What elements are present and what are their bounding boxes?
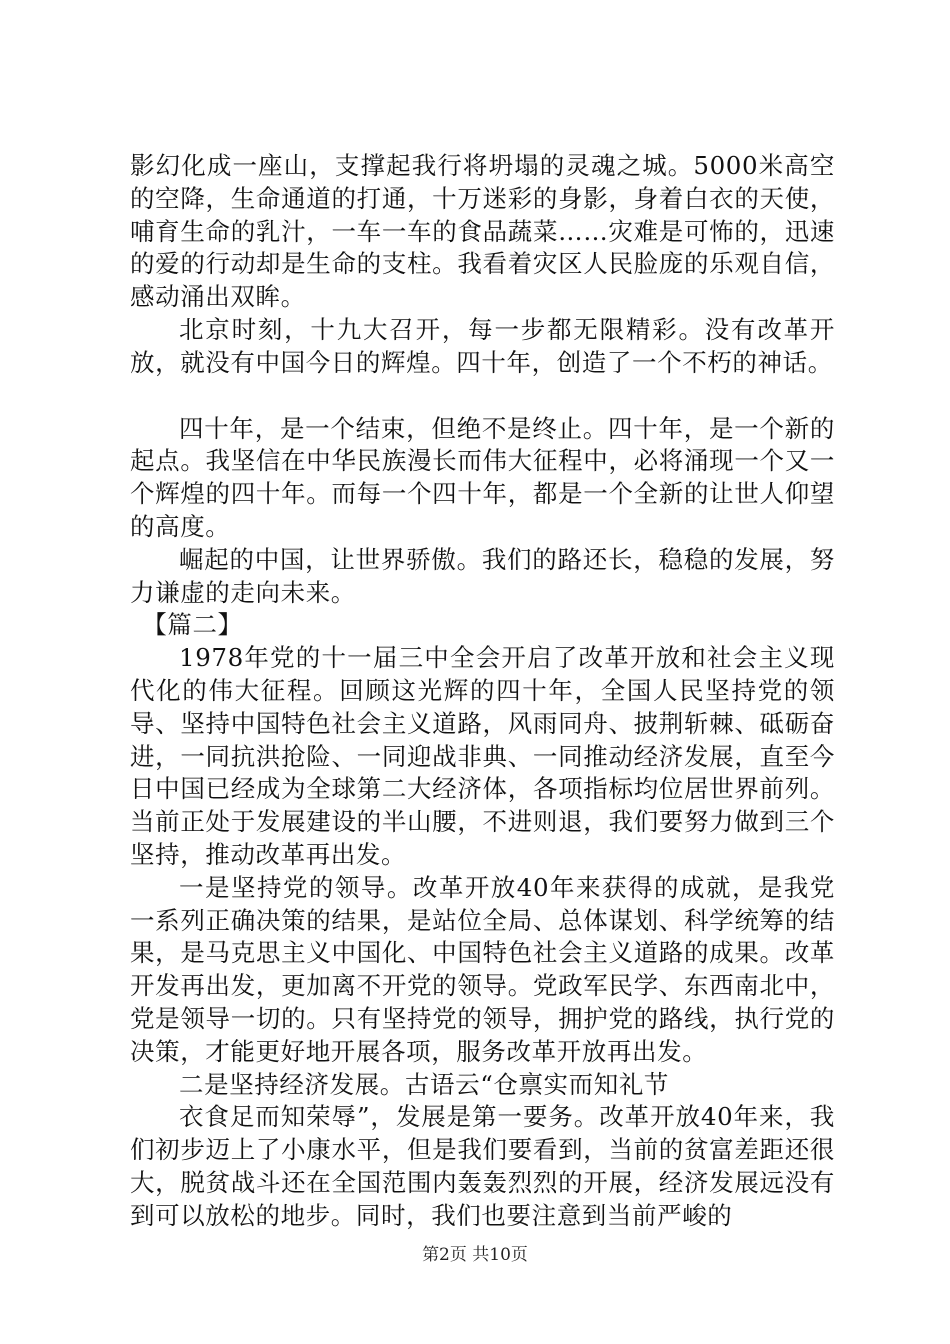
paragraph-forty-years: 四十年，是一个结束，但绝不是终止。四十年，是一个新的起点。我坚信在中华民族漫长而伟大征程中，必将涌现一个又一个辉煌的四十年。而每一个四十年，都是一个全新的让世人仰望的高度。 xyxy=(130,413,835,541)
paragraph-party-leadership: 一是坚持党的领导。改革开放40年来获得的成就，是我党一系列正确决策的结果，是站位全局、总体谋划、科学统筹的结果，是马克思主义中国化、中国特色社会主义道路的成果。改革开发再出发，更加离不开党的领导。党政军民学、东西南北中，党是领导一切的。只有坚持党的领导，拥护党的路线，执行党的决策，才能更好地开展各项，服务改革开放再出发。 xyxy=(130,872,835,1066)
paragraph-nineteenth-congress: 北京时刻，十九大召开，每一步都无限精彩。没有改革开放，就没有中国今日的辉煌。四十年，创造了一个不朽的神话。 xyxy=(130,314,835,377)
section-heading-part-two: 【篇二】 xyxy=(142,610,243,640)
paragraph-gap xyxy=(130,380,835,413)
paragraph-rising-china: 崛起的中国，让世界骄傲。我们的路还长，稳稳的发展，努力谦虚的走向未来。 xyxy=(130,544,835,607)
paragraph-food-and-clothing: 衣食足而知荣辱”，发展是第一要务。改革开放40年来，我们初步迈上了小康水平，但是我们要看到，当前的贫富差距还很大，脱贫战斗还在全国范围内轰轰烈烈的开展，经济发展远没有到可以放松的地步。同时，我们也要注意到当前严峻的 xyxy=(130,1102,835,1230)
page-number-footer: 第2页 共10页 xyxy=(422,1245,528,1265)
body-text xyxy=(130,150,835,1233)
paragraph-economic-development: 二是坚持经济发展。古语云“仓禀实而知礼节 xyxy=(179,1069,670,1099)
paragraph-disaster-relief: 影幻化成一座山，支撑起我行将坍塌的灵魂之城。5000米高空的空降，生命通道的打通，十万迷彩的身影，身着白衣的天使，哺育生命的乳汁，一车一车的食品蔬菜……灾难是可怖的，迅速的爱的行动却是生命的支柱。我看着灾区人民脸庞的乐观自信，感动涌出双眸。 xyxy=(130,151,835,312)
paragraph-third-plenum: 1978年党的十一届三中全会开启了改革开放和社会主义现代化的伟大征程。回顾这光辉的四十年，全国人民坚持党的领导、坚持中国特色社会主义道路，风雨同舟、披荆斩棘、砥砺奋进，一同抗洪抢险、一同迎战非典、一同推动经济发展，直至今日中国已经成为全球第二大经济体，各项指标均位居世界前列。当前正处于发展建设的半山腰，不进则退，我们要努力做到三个坚持，推动改革再出发。 xyxy=(130,643,835,869)
